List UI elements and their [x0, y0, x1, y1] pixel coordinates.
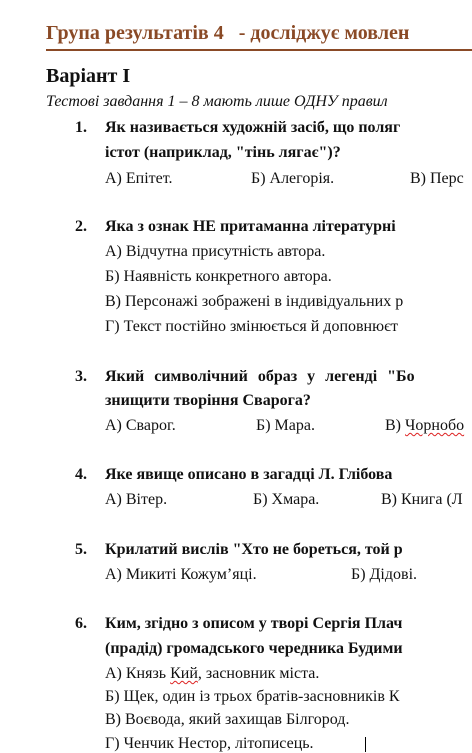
question-number: 3.: [75, 368, 87, 385]
answer-option: В) Воєвода, який захищав Білгород.: [105, 711, 350, 728]
answer-option: А) Сварог.: [105, 417, 176, 434]
answer-option: Г) Ченчик Нестор, літописець.: [105, 735, 314, 752]
spellcheck-underline: Кий: [170, 665, 198, 682]
header-subtitle: - досліджує мовлен: [238, 22, 410, 44]
question-number: 1.: [75, 119, 87, 136]
question-number: 6.: [75, 615, 87, 632]
answer-option: В) Чорнобо: [385, 417, 465, 434]
question-text: Як називається художній засіб, що поляг: [105, 119, 401, 136]
header-underline: [46, 49, 472, 51]
answer-option: А) Відчутна присутність автора.: [105, 243, 326, 260]
answer-option: Б) Мара.: [256, 417, 315, 434]
question-text: Крилатий вислів "Хто не бореться, той р: [105, 541, 403, 558]
answer-option: В) Перс: [410, 170, 464, 187]
question-text: Ким, згідно з описом у творі Сергія Плач: [105, 615, 403, 632]
answer-option: А) Епітет.: [105, 170, 173, 187]
answer-option: Б) Хмара.: [253, 491, 320, 508]
question-number: 2.: [75, 218, 87, 235]
header-title: Група результатів 4: [46, 22, 224, 44]
answer-option: А) Вітер.: [105, 491, 168, 508]
question-text: Який символічний образ у легенді "Бо: [105, 368, 415, 385]
question-text: Яке явище описано в загадці Л. Глібова: [105, 466, 393, 483]
question-number: 5.: [75, 541, 87, 558]
answer-option: Б) Наявність конкретного автора.: [105, 268, 332, 285]
instruction-text: Тестові завдання 1 – 8 мають лише ОДНУ правил: [46, 93, 388, 110]
section-header: [46, 22, 409, 45]
variant-title: Варіант І: [46, 65, 131, 87]
question-text: істот (наприклад, "тінь лягає")?: [105, 144, 341, 161]
answer-option: А) Микиті Кожум’яці.: [105, 566, 257, 583]
answer-option: Г) Текст постійно змінюється й доповнюєт: [105, 318, 398, 335]
answer-option: Б) Алегорія.: [251, 170, 335, 187]
question-text: знищити творіння Сварога?: [105, 392, 311, 409]
question-text: Яка з ознак НЕ притаманна літературні: [105, 218, 396, 235]
text-cursor: [365, 737, 366, 752]
question-text: (прадід) громадського чередника Будими: [105, 640, 403, 657]
question-number: 4.: [75, 466, 87, 483]
spellcheck-underline: Чорнобо: [405, 417, 465, 434]
answer-option: А) Князь Кий, засновник міста.: [105, 665, 320, 682]
answer-option: Б) Дідові.: [351, 566, 418, 583]
answer-option: В) Книга (Л: [381, 491, 463, 508]
answer-option: Б) Щек, один із трьох братів-засновників К: [105, 688, 400, 705]
answer-option: В) Персонажі зображені в індивідуальних р: [105, 293, 404, 310]
